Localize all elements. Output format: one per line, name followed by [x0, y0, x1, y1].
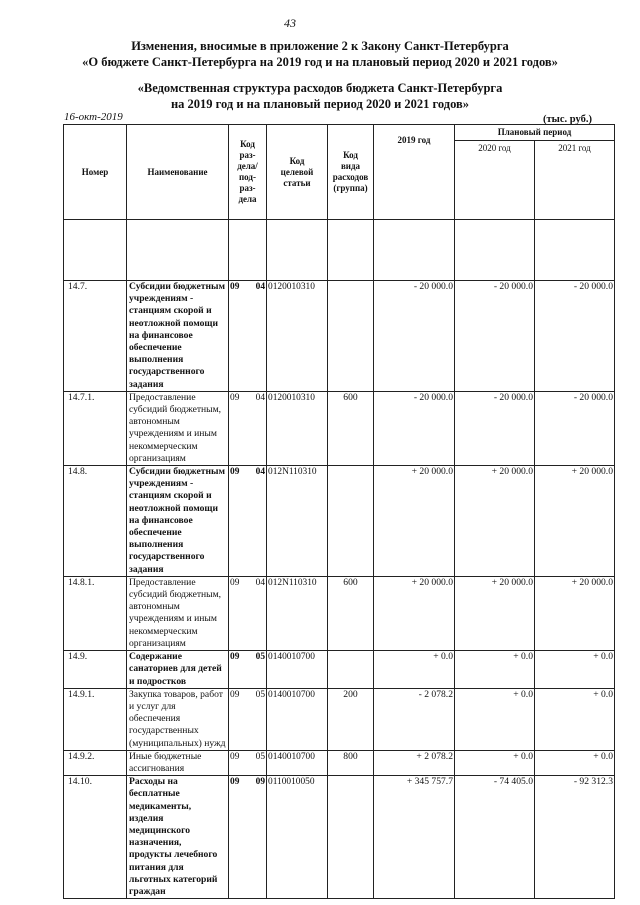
- row-prz: 04: [255, 282, 265, 292]
- col-article-header: [267, 125, 328, 220]
- row-vid: [328, 651, 374, 689]
- table-row: [64, 391, 615, 465]
- row-razdel: [229, 466, 267, 577]
- row-2021: + 0.0: [535, 688, 615, 750]
- row-name: Предоставление субсидий бюджетным, автономным учреждениям и иным некоммерческим организациям: [127, 391, 229, 465]
- razdel-pair: [230, 776, 265, 788]
- row-rz: 09: [230, 577, 240, 588]
- col-razdel-line: под-: [239, 172, 256, 182]
- row-article: 0140010700: [267, 688, 328, 750]
- col-article-line: целевой: [280, 166, 314, 177]
- row-2020: - 74 405.0: [455, 776, 535, 899]
- row-article: 0140010700: [267, 750, 328, 775]
- row-name: Субсидии бюджетным учреждениям - станциям скорой и неотложной помощи на финансовое обеспечение выполнения государственного задания: [127, 281, 229, 392]
- col-vid-line: (группа): [333, 183, 368, 193]
- row-razdel: [229, 688, 267, 750]
- row-name: Предоставление субсидий бюджетным, автономным учреждениям и иным некоммерческим организациям: [127, 576, 229, 650]
- row-vid: [328, 281, 374, 392]
- col-vid-line: Код: [343, 150, 358, 160]
- document-header: [0, 38, 640, 70]
- blank-cell: [535, 220, 615, 281]
- row-prz: 09: [255, 777, 265, 788]
- razdel-pair: [230, 577, 265, 589]
- row-vid: 600: [328, 391, 374, 465]
- razdel-pair: [230, 281, 265, 293]
- row-razdel: [229, 281, 267, 392]
- col-article-line: Код: [289, 155, 305, 166]
- row-article: 0120010310: [267, 391, 328, 465]
- row-rz: 09: [230, 282, 240, 292]
- table-row: [64, 750, 615, 775]
- row-2021: + 0.0: [535, 750, 615, 775]
- row-rz: 09: [230, 652, 240, 663]
- row-article: 012N110310: [267, 466, 328, 577]
- col-2020-header: 2020 год: [455, 141, 535, 220]
- row-number: 14.8.1.: [64, 576, 127, 650]
- row-name: Расходы на бесплатные медикаменты, изделия медицинского назначения, продукты лечебного питания для льготных категорий граждан: [127, 776, 229, 899]
- row-article: 0120010310: [267, 281, 328, 392]
- row-2021: + 0.0: [535, 651, 615, 689]
- col-number-header: Номер: [64, 125, 127, 220]
- units-label: (тыс. руб.): [543, 114, 592, 125]
- blank-cell: [328, 220, 374, 281]
- table-row: [64, 281, 615, 392]
- razdel-pair: [230, 689, 265, 701]
- row-prz: 05: [255, 689, 265, 700]
- row-rz: 09: [230, 777, 240, 788]
- table-row: [64, 688, 615, 750]
- row-2021: - 20 000.0: [535, 391, 615, 465]
- planned-period-header: Плановый период: [455, 125, 615, 141]
- header-line-3: «Ведомственная структура расходов бюджета Санкт-Петербурга: [137, 81, 503, 95]
- row-number: 14.10.: [64, 776, 127, 899]
- row-number: 14.7.1.: [64, 391, 127, 465]
- row-2021: - 20 000.0: [535, 281, 615, 392]
- row-article: 0110010050: [267, 776, 328, 899]
- col-razdel-line: дела/: [237, 161, 258, 171]
- razdel-pair: [230, 392, 265, 404]
- row-number: 14.9.2.: [64, 750, 127, 775]
- col-razdel-header: [229, 125, 267, 220]
- header-line-4: на 2019 год и на плановый период 2020 и 2021 годов»: [170, 97, 470, 111]
- blank-cell: [127, 220, 229, 281]
- row-rz: 09: [230, 392, 240, 403]
- col-razdel-line: дела: [238, 194, 257, 204]
- blank-cell: [64, 220, 127, 281]
- razdel-pair: [230, 466, 265, 478]
- row-2020: + 20 000.0: [455, 576, 535, 650]
- col-2021-header: 2021 год: [535, 141, 615, 220]
- row-2019: - 20 000.0: [374, 281, 455, 392]
- row-2020: + 0.0: [455, 750, 535, 775]
- row-prz: 04: [255, 467, 265, 478]
- blank-cell: [229, 220, 267, 281]
- row-razdel: [229, 750, 267, 775]
- row-name: Иные бюджетные ассигнования: [127, 750, 229, 775]
- row-2021: - 92 312.3: [535, 776, 615, 899]
- row-vid: 600: [328, 576, 374, 650]
- row-vid: [328, 466, 374, 577]
- row-2020: + 0.0: [455, 651, 535, 689]
- col-vid-line: вида: [340, 161, 361, 171]
- row-prz: 05: [255, 751, 265, 762]
- row-number: 14.9.1.: [64, 688, 127, 750]
- header-line-1: Изменения, вносимые в приложение 2 к Закону Санкт-Петербурга: [131, 39, 509, 53]
- col-2019-header: 2019 год: [374, 125, 455, 220]
- row-2019: + 2 078.2: [374, 750, 455, 775]
- header-row-1: [64, 125, 615, 141]
- blank-row: [64, 220, 615, 281]
- row-prz: 05: [255, 652, 265, 663]
- row-2020: + 20 000.0: [455, 466, 535, 577]
- row-article: 0140010700: [267, 651, 328, 689]
- table-row: [64, 466, 615, 577]
- row-rz: 09: [230, 751, 240, 762]
- row-2019: + 20 000.0: [374, 576, 455, 650]
- appendix-title: [0, 80, 640, 112]
- row-razdel: [229, 776, 267, 899]
- row-razdel: [229, 391, 267, 465]
- row-2020: + 0.0: [455, 688, 535, 750]
- row-number: 14.9.: [64, 651, 127, 689]
- page-number: 43: [284, 16, 296, 30]
- row-2019: + 0.0: [374, 651, 455, 689]
- budget-table: [63, 124, 615, 899]
- row-2019: - 2 078.2: [374, 688, 455, 750]
- col-razdel-line: раз-: [239, 183, 256, 193]
- row-name: Содержание санаториев для детей и подростков: [127, 651, 229, 689]
- row-rz: 09: [230, 467, 240, 478]
- col-article-line: статьи: [283, 177, 311, 188]
- document-date: 16-окт-2019: [64, 111, 123, 123]
- row-article: 012N110310: [267, 576, 328, 650]
- row-2019: - 20 000.0: [374, 391, 455, 465]
- row-vid: 200: [328, 688, 374, 750]
- table-row: [64, 576, 615, 650]
- row-2019: + 345 757.7: [374, 776, 455, 899]
- row-number: 14.7.: [64, 281, 127, 392]
- razdel-pair: [230, 751, 265, 763]
- row-2020: - 20 000.0: [455, 391, 535, 465]
- header-line-2: «О бюджете Санкт-Петербурга на 2019 год и на плановый период 2020 и 2021 годов»: [82, 55, 558, 69]
- row-number: 14.8.: [64, 466, 127, 577]
- row-vid: 800: [328, 750, 374, 775]
- col-razdel-line: раз-: [239, 150, 256, 160]
- razdel-pair: [230, 651, 265, 663]
- row-name: Закупка товаров, работ и услуг для обеспечения государственных (муниципальных) нужд: [127, 688, 229, 750]
- row-vid: [328, 776, 374, 899]
- row-prz: 04: [255, 577, 265, 588]
- row-prz: 04: [255, 392, 265, 403]
- table-body: [64, 220, 615, 899]
- row-razdel: [229, 576, 267, 650]
- blank-cell: [374, 220, 455, 281]
- row-2019: + 20 000.0: [374, 466, 455, 577]
- col-vid-line: расходов: [332, 172, 369, 182]
- col-name-header: Наименование: [127, 125, 229, 220]
- blank-cell: [267, 220, 328, 281]
- col-vid-header: [328, 125, 374, 220]
- table-row: [64, 651, 615, 689]
- row-rz: 09: [230, 689, 240, 700]
- blank-cell: [455, 220, 535, 281]
- col-razdel-line: Код: [240, 139, 255, 149]
- row-razdel: [229, 651, 267, 689]
- row-2021: + 20 000.0: [535, 466, 615, 577]
- row-name: Субсидии бюджетным учреждениям - станциям скорой и неотложной помощи на финансовое обеспечение выполнения государственного задания: [127, 466, 229, 577]
- table-row: [64, 776, 615, 899]
- row-2020: - 20 000.0: [455, 281, 535, 392]
- row-2021: + 20 000.0: [535, 576, 615, 650]
